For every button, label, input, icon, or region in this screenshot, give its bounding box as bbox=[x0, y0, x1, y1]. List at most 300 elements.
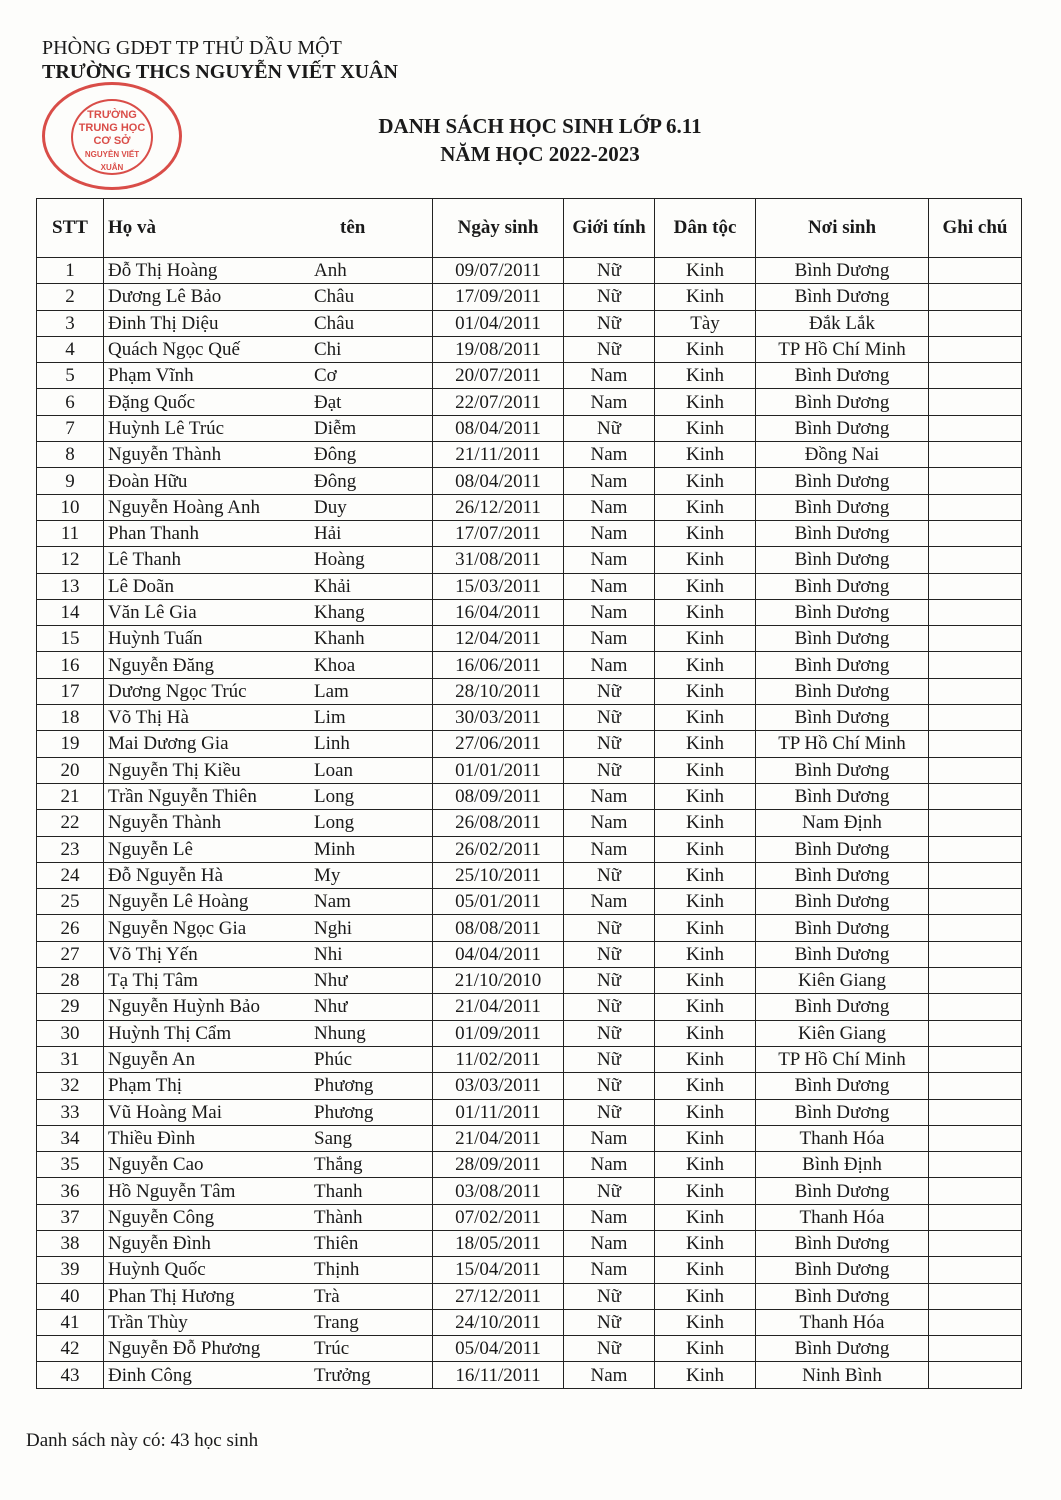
cell-ghi-chu bbox=[929, 968, 1022, 994]
cell-ngay-sinh: 20/07/2011 bbox=[433, 363, 564, 389]
cell-ghi-chu bbox=[929, 1152, 1022, 1178]
table-row bbox=[37, 968, 1022, 994]
cell-ngay-sinh: 22/07/2011 bbox=[433, 389, 564, 415]
cell-ho: Nguyễn Ngọc Gia bbox=[104, 915, 311, 941]
cell-noi-sinh: Bình Dương bbox=[756, 573, 929, 599]
cell-gioi-tinh: Nữ bbox=[564, 915, 655, 941]
cell-ten: Trang bbox=[310, 1309, 433, 1335]
cell-stt: 7 bbox=[37, 415, 104, 441]
cell-dan-toc: Kinh bbox=[655, 468, 756, 494]
cell-gioi-tinh: Nữ bbox=[564, 757, 655, 783]
cell-ghi-chu bbox=[929, 1336, 1022, 1362]
cell-ngay-sinh: 21/04/2011 bbox=[433, 994, 564, 1020]
cell-ho: Nguyễn Đăng bbox=[104, 652, 311, 678]
cell-stt: 35 bbox=[37, 1152, 104, 1178]
cell-ghi-chu bbox=[929, 626, 1022, 652]
cell-noi-sinh: Bình Dương bbox=[756, 599, 929, 625]
cell-dan-toc: Kinh bbox=[655, 442, 756, 468]
cell-gioi-tinh: Nữ bbox=[564, 705, 655, 731]
cell-dan-toc: Kinh bbox=[655, 573, 756, 599]
cell-dan-toc: Kinh bbox=[655, 415, 756, 441]
cell-ghi-chu bbox=[929, 915, 1022, 941]
table-row bbox=[37, 1073, 1022, 1099]
cell-ten: Như bbox=[310, 994, 433, 1020]
cell-gioi-tinh: Nữ bbox=[564, 1309, 655, 1335]
cell-gioi-tinh: Nam bbox=[564, 520, 655, 546]
cell-ho: Trần Nguyễn Thiên bbox=[104, 783, 311, 809]
cell-ngay-sinh: 11/02/2011 bbox=[433, 1046, 564, 1072]
cell-ghi-chu bbox=[929, 1178, 1022, 1204]
cell-gioi-tinh: Nữ bbox=[564, 862, 655, 888]
cell-gioi-tinh: Nữ bbox=[564, 1178, 655, 1204]
cell-stt: 36 bbox=[37, 1178, 104, 1204]
cell-ten: Đạt bbox=[310, 389, 433, 415]
table-row bbox=[37, 810, 1022, 836]
cell-stt: 19 bbox=[37, 731, 104, 757]
cell-noi-sinh: TP Hồ Chí Minh bbox=[756, 1046, 929, 1072]
cell-ngay-sinh: 26/02/2011 bbox=[433, 836, 564, 862]
table-row bbox=[37, 652, 1022, 678]
cell-ngay-sinh: 27/06/2011 bbox=[433, 731, 564, 757]
cell-gioi-tinh: Nam bbox=[564, 442, 655, 468]
cell-ghi-chu bbox=[929, 494, 1022, 520]
cell-gioi-tinh: Nữ bbox=[564, 1073, 655, 1099]
cell-stt: 29 bbox=[37, 994, 104, 1020]
cell-ngay-sinh: 21/10/2010 bbox=[433, 968, 564, 994]
cell-ngay-sinh: 25/10/2011 bbox=[433, 862, 564, 888]
department-name: PHÒNG GDĐT TP THỦ DẦU MỘT bbox=[42, 37, 342, 59]
cell-dan-toc: Kinh bbox=[655, 1283, 756, 1309]
cell-ho: Nguyễn Lê Hoàng bbox=[104, 889, 311, 915]
cell-ho: Hồ Nguyễn Tâm bbox=[104, 1178, 311, 1204]
cell-ngay-sinh: 17/07/2011 bbox=[433, 520, 564, 546]
cell-ngay-sinh: 28/09/2011 bbox=[433, 1152, 564, 1178]
cell-gioi-tinh: Nam bbox=[564, 652, 655, 678]
cell-ten: Hoàng bbox=[310, 547, 433, 573]
cell-ten: Loan bbox=[310, 757, 433, 783]
cell-ngay-sinh: 16/11/2011 bbox=[433, 1362, 564, 1388]
table-row bbox=[37, 994, 1022, 1020]
cell-dan-toc: Kinh bbox=[655, 731, 756, 757]
cell-stt: 27 bbox=[37, 941, 104, 967]
table-row bbox=[37, 915, 1022, 941]
cell-dan-toc: Kinh bbox=[655, 1152, 756, 1178]
table-row bbox=[37, 415, 1022, 441]
cell-ten: My bbox=[310, 862, 433, 888]
cell-ten: Nghi bbox=[310, 915, 433, 941]
cell-ho: Quách Ngọc Quế bbox=[104, 336, 311, 362]
cell-dan-toc: Kinh bbox=[655, 968, 756, 994]
seal-line-1: TRƯỜNG bbox=[87, 109, 137, 121]
table-row bbox=[37, 1257, 1022, 1283]
cell-ten: Khang bbox=[310, 599, 433, 625]
cell-ho: Văn Lê Gia bbox=[104, 599, 311, 625]
cell-ghi-chu bbox=[929, 1230, 1022, 1256]
cell-ho: Nguyễn Thành bbox=[104, 810, 311, 836]
cell-gioi-tinh: Nữ bbox=[564, 1336, 655, 1362]
cell-dan-toc: Kinh bbox=[655, 652, 756, 678]
cell-stt: 32 bbox=[37, 1073, 104, 1099]
cell-dan-toc: Kinh bbox=[655, 1309, 756, 1335]
cell-ten: Diễm bbox=[310, 415, 433, 441]
cell-ghi-chu bbox=[929, 1362, 1022, 1388]
cell-ten: Như bbox=[310, 968, 433, 994]
cell-ten: Chi bbox=[310, 336, 433, 362]
cell-ngay-sinh: 08/04/2011 bbox=[433, 468, 564, 494]
cell-stt: 10 bbox=[37, 494, 104, 520]
cell-stt: 41 bbox=[37, 1309, 104, 1335]
cell-noi-sinh: Thanh Hóa bbox=[756, 1204, 929, 1230]
document-title bbox=[240, 112, 840, 168]
cell-stt: 18 bbox=[37, 705, 104, 731]
cell-ngay-sinh: 01/01/2011 bbox=[433, 757, 564, 783]
cell-ho: Phan Thị Hương bbox=[104, 1283, 311, 1309]
table-row bbox=[37, 547, 1022, 573]
cell-gioi-tinh: Nữ bbox=[564, 941, 655, 967]
cell-noi-sinh: Bình Dương bbox=[756, 1283, 929, 1309]
cell-dan-toc: Kinh bbox=[655, 1178, 756, 1204]
cell-dan-toc: Kinh bbox=[655, 810, 756, 836]
table-row bbox=[37, 889, 1022, 915]
cell-ho: Phạm Vĩnh bbox=[104, 363, 311, 389]
cell-gioi-tinh: Nữ bbox=[564, 336, 655, 362]
seal-line-3: CƠ SỞ bbox=[93, 135, 131, 147]
cell-ten: Trưởng bbox=[310, 1362, 433, 1388]
cell-gioi-tinh: Nữ bbox=[564, 678, 655, 704]
cell-gioi-tinh: Nam bbox=[564, 626, 655, 652]
cell-dan-toc: Kinh bbox=[655, 494, 756, 520]
cell-ho: Lê Thanh bbox=[104, 547, 311, 573]
cell-stt: 6 bbox=[37, 389, 104, 415]
cell-stt: 2 bbox=[37, 284, 104, 310]
cell-dan-toc: Kinh bbox=[655, 520, 756, 546]
table-row bbox=[37, 836, 1022, 862]
cell-stt: 21 bbox=[37, 783, 104, 809]
cell-gioi-tinh: Nam bbox=[564, 810, 655, 836]
cell-ho: Nguyễn Cao bbox=[104, 1152, 311, 1178]
cell-gioi-tinh: Nữ bbox=[564, 284, 655, 310]
table-row bbox=[37, 520, 1022, 546]
cell-ho: Nguyễn Hoàng Anh bbox=[104, 494, 311, 520]
cell-ho: Đinh Công bbox=[104, 1362, 311, 1388]
cell-ngay-sinh: 01/09/2011 bbox=[433, 1020, 564, 1046]
cell-ho: Lê Doãn bbox=[104, 573, 311, 599]
cell-gioi-tinh: Nam bbox=[564, 599, 655, 625]
cell-ten: Phương bbox=[310, 1099, 433, 1125]
cell-ho: Võ Thị Hà bbox=[104, 705, 311, 731]
cell-gioi-tinh: Nữ bbox=[564, 994, 655, 1020]
cell-ten: Châu bbox=[310, 284, 433, 310]
cell-ngay-sinh: 05/01/2011 bbox=[433, 889, 564, 915]
cell-noi-sinh: Thanh Hóa bbox=[756, 1125, 929, 1151]
cell-noi-sinh: Bình Dương bbox=[756, 1230, 929, 1256]
cell-gioi-tinh: Nam bbox=[564, 783, 655, 809]
cell-ngay-sinh: 19/08/2011 bbox=[433, 336, 564, 362]
cell-ho: Thiều Đình bbox=[104, 1125, 311, 1151]
cell-dan-toc: Kinh bbox=[655, 1230, 756, 1256]
list-summary: Danh sách này có: 43 học sinh bbox=[26, 1430, 259, 1451]
cell-ho: Huỳnh Thị Cẩm bbox=[104, 1020, 311, 1046]
cell-ghi-chu bbox=[929, 258, 1022, 284]
cell-ten: Đông bbox=[310, 442, 433, 468]
cell-dan-toc: Kinh bbox=[655, 1073, 756, 1099]
table-row bbox=[37, 1046, 1022, 1072]
table-row bbox=[37, 258, 1022, 284]
cell-dan-toc: Kinh bbox=[655, 1125, 756, 1151]
cell-noi-sinh: Bình Dương bbox=[756, 862, 929, 888]
cell-ho: Huỳnh Quốc bbox=[104, 1257, 311, 1283]
cell-ho: Nguyễn Thị Kiều bbox=[104, 757, 311, 783]
cell-stt: 4 bbox=[37, 336, 104, 362]
table-row bbox=[37, 336, 1022, 362]
cell-ten: Linh bbox=[310, 731, 433, 757]
cell-ngay-sinh: 16/04/2011 bbox=[433, 599, 564, 625]
cell-gioi-tinh: Nữ bbox=[564, 1283, 655, 1309]
table-row bbox=[37, 731, 1022, 757]
cell-ho: Phạm Thị bbox=[104, 1073, 311, 1099]
cell-ghi-chu bbox=[929, 862, 1022, 888]
cell-ghi-chu bbox=[929, 783, 1022, 809]
cell-gioi-tinh: Nam bbox=[564, 889, 655, 915]
cell-ngay-sinh: 18/05/2011 bbox=[433, 1230, 564, 1256]
school-seal bbox=[42, 82, 182, 190]
cell-ngay-sinh: 24/10/2011 bbox=[433, 1309, 564, 1335]
cell-ghi-chu bbox=[929, 442, 1022, 468]
cell-noi-sinh: Nam Định bbox=[756, 810, 929, 836]
cell-ten: Thắng bbox=[310, 1152, 433, 1178]
cell-stt: 39 bbox=[37, 1257, 104, 1283]
table-row bbox=[37, 468, 1022, 494]
cell-ghi-chu bbox=[929, 415, 1022, 441]
document-header bbox=[42, 36, 398, 84]
cell-stt: 1 bbox=[37, 258, 104, 284]
cell-noi-sinh: Bình Dương bbox=[756, 363, 929, 389]
cell-noi-sinh: Bình Dương bbox=[756, 1336, 929, 1362]
cell-stt: 3 bbox=[37, 310, 104, 336]
table-row bbox=[37, 599, 1022, 625]
table-row bbox=[37, 1099, 1022, 1125]
cell-dan-toc: Kinh bbox=[655, 547, 756, 573]
table-row bbox=[37, 1178, 1022, 1204]
cell-ghi-chu bbox=[929, 810, 1022, 836]
table-header-row bbox=[37, 199, 1022, 258]
cell-stt: 13 bbox=[37, 573, 104, 599]
cell-ngay-sinh: 26/08/2011 bbox=[433, 810, 564, 836]
cell-ten: Đông bbox=[310, 468, 433, 494]
cell-ten: Cơ bbox=[310, 363, 433, 389]
cell-ghi-chu bbox=[929, 731, 1022, 757]
cell-dan-toc: Kinh bbox=[655, 994, 756, 1020]
cell-ngay-sinh: 21/04/2011 bbox=[433, 1125, 564, 1151]
header-ten: tên bbox=[310, 199, 433, 258]
table-row bbox=[37, 363, 1022, 389]
cell-noi-sinh: Bình Dương bbox=[756, 520, 929, 546]
cell-noi-sinh: Kiên Giang bbox=[756, 968, 929, 994]
cell-ten: Thanh bbox=[310, 1178, 433, 1204]
cell-noi-sinh: Đắk Lắk bbox=[756, 310, 929, 336]
cell-ten: Phúc bbox=[310, 1046, 433, 1072]
table-row bbox=[37, 1204, 1022, 1230]
cell-ghi-chu bbox=[929, 757, 1022, 783]
cell-ho: Đặng Quốc bbox=[104, 389, 311, 415]
cell-dan-toc: Kinh bbox=[655, 284, 756, 310]
cell-ngay-sinh: 04/04/2011 bbox=[433, 941, 564, 967]
cell-ho: Mai Dương Gia bbox=[104, 731, 311, 757]
cell-ngay-sinh: 27/12/2011 bbox=[433, 1283, 564, 1309]
cell-gioi-tinh: Nam bbox=[564, 1204, 655, 1230]
cell-noi-sinh: Bình Dương bbox=[756, 757, 929, 783]
cell-ho: Trần Thùy bbox=[104, 1309, 311, 1335]
table-row bbox=[37, 1336, 1022, 1362]
seal-line-2: TRUNG HỌC bbox=[78, 122, 146, 134]
table-row bbox=[37, 705, 1022, 731]
cell-dan-toc: Kinh bbox=[655, 626, 756, 652]
cell-stt: 43 bbox=[37, 1362, 104, 1388]
cell-ten: Long bbox=[310, 810, 433, 836]
table-row bbox=[37, 573, 1022, 599]
cell-ho: Huỳnh Tuấn bbox=[104, 626, 311, 652]
cell-noi-sinh: Bình Dương bbox=[756, 783, 929, 809]
cell-stt: 30 bbox=[37, 1020, 104, 1046]
cell-ten: Phương bbox=[310, 1073, 433, 1099]
table-row bbox=[37, 1152, 1022, 1178]
cell-gioi-tinh: Nam bbox=[564, 1362, 655, 1388]
cell-ghi-chu bbox=[929, 284, 1022, 310]
table-body bbox=[37, 258, 1022, 1389]
cell-ten: Thành bbox=[310, 1204, 433, 1230]
cell-dan-toc: Kinh bbox=[655, 1257, 756, 1283]
header-stt: STT bbox=[37, 199, 104, 258]
cell-stt: 24 bbox=[37, 862, 104, 888]
cell-noi-sinh: Bình Dương bbox=[756, 1178, 929, 1204]
cell-ho: Nguyễn Lê bbox=[104, 836, 311, 862]
cell-ngay-sinh: 17/09/2011 bbox=[433, 284, 564, 310]
seal-inner-ring bbox=[71, 99, 153, 175]
cell-ho: Đinh Thị Diệu bbox=[104, 310, 311, 336]
cell-ho: Nguyễn Thành bbox=[104, 442, 311, 468]
cell-dan-toc: Kinh bbox=[655, 783, 756, 809]
cell-dan-toc: Kinh bbox=[655, 1099, 756, 1125]
cell-gioi-tinh: Nam bbox=[564, 468, 655, 494]
header-gioi-tinh: Giới tính bbox=[564, 199, 655, 258]
header-ghi-chu: Ghi chú bbox=[929, 199, 1022, 258]
student-list-table bbox=[36, 198, 1022, 1389]
cell-ten: Lim bbox=[310, 705, 433, 731]
cell-ten: Lam bbox=[310, 678, 433, 704]
cell-ngay-sinh: 08/08/2011 bbox=[433, 915, 564, 941]
cell-ho: Nguyễn Đỗ Phương bbox=[104, 1336, 311, 1362]
cell-ho: Đỗ Thị Hoàng bbox=[104, 258, 311, 284]
table-row bbox=[37, 389, 1022, 415]
cell-ghi-chu bbox=[929, 889, 1022, 915]
cell-ho: Vũ Hoàng Mai bbox=[104, 1099, 311, 1125]
cell-ten: Anh bbox=[310, 258, 433, 284]
cell-ngay-sinh: 21/11/2011 bbox=[433, 442, 564, 468]
cell-noi-sinh: Bình Dương bbox=[756, 468, 929, 494]
cell-stt: 28 bbox=[37, 968, 104, 994]
cell-stt: 40 bbox=[37, 1283, 104, 1309]
cell-ten: Minh bbox=[310, 836, 433, 862]
cell-noi-sinh: Bình Dương bbox=[756, 652, 929, 678]
cell-ngay-sinh: 26/12/2011 bbox=[433, 494, 564, 520]
table-row bbox=[37, 1283, 1022, 1309]
table-row bbox=[37, 757, 1022, 783]
cell-ghi-chu bbox=[929, 547, 1022, 573]
cell-ghi-chu bbox=[929, 994, 1022, 1020]
cell-ghi-chu bbox=[929, 1020, 1022, 1046]
cell-ngay-sinh: 12/04/2011 bbox=[433, 626, 564, 652]
cell-dan-toc: Kinh bbox=[655, 678, 756, 704]
cell-gioi-tinh: Nam bbox=[564, 494, 655, 520]
cell-ho: Huỳnh Lê Trúc bbox=[104, 415, 311, 441]
cell-ho: Đỗ Nguyễn Hà bbox=[104, 862, 311, 888]
cell-noi-sinh: Kiên Giang bbox=[756, 1020, 929, 1046]
cell-stt: 22 bbox=[37, 810, 104, 836]
table-row bbox=[37, 494, 1022, 520]
cell-gioi-tinh: Nam bbox=[564, 389, 655, 415]
cell-dan-toc: Tày bbox=[655, 310, 756, 336]
cell-noi-sinh: Bình Dương bbox=[756, 678, 929, 704]
cell-stt: 23 bbox=[37, 836, 104, 862]
cell-stt: 42 bbox=[37, 1336, 104, 1362]
cell-ho: Nguyễn An bbox=[104, 1046, 311, 1072]
table-row bbox=[37, 783, 1022, 809]
cell-ho: Dương Ngọc Trúc bbox=[104, 678, 311, 704]
cell-ghi-chu bbox=[929, 1283, 1022, 1309]
cell-ho: Phan Thanh bbox=[104, 520, 311, 546]
cell-ten: Thiên bbox=[310, 1230, 433, 1256]
cell-ghi-chu bbox=[929, 1125, 1022, 1151]
cell-noi-sinh: Bình Dương bbox=[756, 941, 929, 967]
cell-ten: Duy bbox=[310, 494, 433, 520]
cell-ngay-sinh: 15/04/2011 bbox=[433, 1257, 564, 1283]
cell-ho: Dương Lê Bảo bbox=[104, 284, 311, 310]
cell-ghi-chu bbox=[929, 573, 1022, 599]
cell-ghi-chu bbox=[929, 1257, 1022, 1283]
cell-ngay-sinh: 03/08/2011 bbox=[433, 1178, 564, 1204]
header-noi-sinh: Nơi sinh bbox=[756, 199, 929, 258]
cell-stt: 12 bbox=[37, 547, 104, 573]
cell-stt: 33 bbox=[37, 1099, 104, 1125]
seal-line-4: NGUYỄN VIẾT XUÂN bbox=[84, 150, 140, 172]
cell-stt: 38 bbox=[37, 1230, 104, 1256]
cell-noi-sinh: TP Hồ Chí Minh bbox=[756, 731, 929, 757]
cell-gioi-tinh: Nam bbox=[564, 1152, 655, 1178]
cell-noi-sinh: Bình Dương bbox=[756, 547, 929, 573]
cell-ten: Trà bbox=[310, 1283, 433, 1309]
cell-ho: Võ Thị Yến bbox=[104, 941, 311, 967]
cell-gioi-tinh: Nam bbox=[564, 836, 655, 862]
cell-noi-sinh: Bình Dương bbox=[756, 836, 929, 862]
cell-dan-toc: Kinh bbox=[655, 1020, 756, 1046]
cell-ngay-sinh: 09/07/2011 bbox=[433, 258, 564, 284]
cell-gioi-tinh: Nam bbox=[564, 1257, 655, 1283]
cell-gioi-tinh: Nữ bbox=[564, 1099, 655, 1125]
cell-ghi-chu bbox=[929, 363, 1022, 389]
cell-dan-toc: Kinh bbox=[655, 862, 756, 888]
cell-gioi-tinh: Nữ bbox=[564, 415, 655, 441]
cell-ghi-chu bbox=[929, 336, 1022, 362]
cell-ten: Nhi bbox=[310, 941, 433, 967]
cell-dan-toc: Kinh bbox=[655, 389, 756, 415]
table-row bbox=[37, 862, 1022, 888]
cell-ho: Nguyễn Huỳnh Bảo bbox=[104, 994, 311, 1020]
cell-dan-toc: Kinh bbox=[655, 1204, 756, 1230]
cell-noi-sinh: TP Hồ Chí Minh bbox=[756, 336, 929, 362]
cell-dan-toc: Kinh bbox=[655, 757, 756, 783]
cell-noi-sinh: Ninh Bình bbox=[756, 1362, 929, 1388]
cell-ghi-chu bbox=[929, 1099, 1022, 1125]
